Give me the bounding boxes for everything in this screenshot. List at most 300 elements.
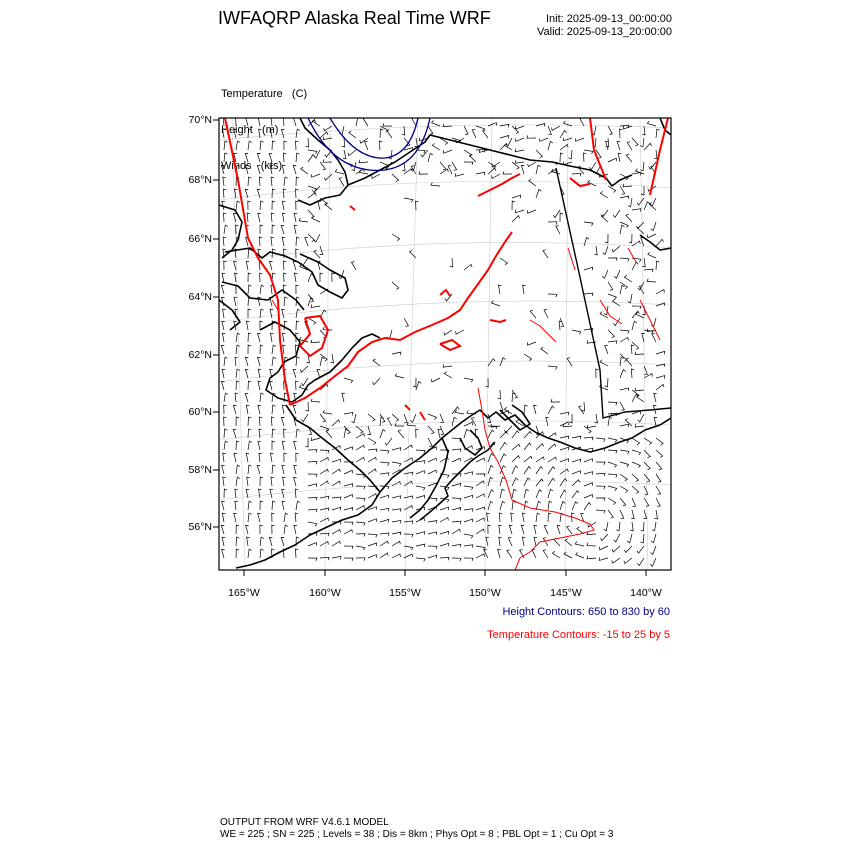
wind-barb: [332, 273, 335, 282]
wind-barb: [529, 179, 536, 186]
wind-barb: [368, 426, 371, 435]
wind-barb: [349, 131, 356, 138]
wind-barb: [300, 366, 308, 372]
wind-barb: [536, 513, 540, 522]
wind-barb: [432, 378, 441, 382]
wind-barb: [544, 310, 548, 319]
wind-barb: [223, 237, 226, 246]
wind-barb: [294, 465, 297, 474]
wind-barb: [344, 495, 353, 499]
wind-barb: [294, 525, 297, 534]
wind-barb: [270, 165, 273, 174]
wind-barb: [499, 525, 502, 534]
wind-barb: [308, 484, 317, 487]
wind-barb: [507, 550, 512, 558]
wind-barb: [260, 393, 264, 402]
wind-barb: [272, 141, 275, 150]
wind-barb: [605, 234, 608, 243]
wind-barb: [311, 305, 320, 308]
wind-barb: [612, 558, 620, 563]
wind-barb: [392, 541, 400, 546]
wind-barb: [323, 160, 332, 163]
wind-barb: [222, 537, 225, 546]
wind-barb: [632, 438, 640, 445]
wind-barb: [258, 213, 261, 222]
wind-barb: [296, 285, 299, 294]
wind-barb: [312, 174, 321, 177]
wind-barb: [282, 237, 285, 246]
wind-barb: [233, 430, 236, 439]
wind-barb: [293, 165, 296, 174]
wind-barb: [257, 165, 260, 174]
wind-barb: [524, 405, 528, 414]
wind-barb: [608, 258, 617, 261]
wind-barb: [499, 537, 502, 546]
wind-barb: [637, 395, 644, 402]
wind-barb: [612, 246, 620, 252]
wind-barb: [508, 538, 512, 547]
valid-time: Valid: 2025-09-13_20:00:00: [537, 26, 672, 38]
wind-barb: [222, 381, 225, 390]
wind-barb: [323, 410, 332, 414]
wind-barb: [476, 554, 484, 558]
wind-barb: [656, 498, 660, 506]
wind-barb: [257, 153, 260, 162]
wind-barb: [452, 521, 461, 524]
wind-barb: [282, 213, 285, 222]
wind-barb: [600, 191, 608, 198]
wind-barb: [320, 458, 328, 462]
wind-barb: [608, 402, 617, 405]
wind-barb: [608, 462, 617, 467]
wind-barb: [272, 201, 275, 210]
wind-barb: [296, 321, 299, 330]
wind-barb: [524, 478, 530, 486]
wind-barb: [656, 462, 662, 470]
wind-barb: [656, 376, 665, 379]
wind-barb: [281, 129, 284, 138]
wind-barb: [620, 402, 624, 410]
wind-barb: [440, 162, 446, 170]
wind-barb: [428, 521, 437, 524]
wind-barb: [320, 450, 329, 453]
wind-barb: [404, 496, 413, 499]
wind-barb: [536, 457, 544, 462]
wind-barb: [515, 210, 524, 213]
wind-barb: [416, 544, 425, 547]
wind-barb: [524, 456, 532, 462]
wind-barb: [320, 132, 328, 138]
wind-barb: [432, 143, 440, 150]
wind-barb: [500, 454, 506, 462]
wind-barb: [342, 138, 345, 147]
wind-barb: [440, 531, 449, 534]
wind-barb: [272, 441, 275, 450]
wind-barb: [638, 414, 644, 422]
wind-barb: [235, 357, 238, 366]
wind-barb: [395, 373, 404, 378]
wind-barb: [404, 445, 412, 450]
wind-barb: [332, 556, 341, 559]
wind-barb: [500, 432, 508, 439]
wind-barb: [359, 160, 368, 163]
wind-barb: [583, 153, 586, 162]
wind-barb: [269, 154, 272, 163]
field-winds: Winds (kts): [221, 160, 283, 172]
wind-barb: [222, 333, 225, 342]
wind-barb: [356, 426, 363, 433]
wind-barb: [476, 474, 485, 477]
wind-barb: [271, 417, 274, 426]
wind-barb: [356, 434, 364, 438]
wind-barb: [608, 486, 617, 491]
wind-barb: [428, 126, 433, 134]
wind-barb: [296, 201, 299, 210]
wind-barb: [332, 459, 341, 462]
wind-barb: [234, 129, 237, 138]
wind-barb: [236, 465, 240, 474]
wind-barb: [575, 541, 584, 546]
wind-barb: [332, 469, 340, 474]
wind-barb: [305, 438, 308, 447]
wind-barb: [524, 489, 529, 498]
wind-barb: [311, 399, 320, 402]
wind-barb: [392, 414, 399, 422]
wind-barb: [301, 167, 308, 174]
wind-barb: [576, 552, 584, 558]
wind-barb: [536, 190, 541, 199]
wind-barb: [294, 225, 297, 234]
wind-barb: [260, 537, 264, 546]
wind-barb: [601, 534, 609, 541]
wind-barb: [650, 558, 656, 566]
wind-barb: [323, 137, 332, 140]
wind-barb: [248, 129, 251, 138]
wind-barb: [476, 494, 484, 498]
wind-barb: [428, 483, 437, 486]
wind-barb: [356, 498, 365, 501]
wind-barb: [272, 345, 276, 354]
wind-barb: [343, 150, 346, 159]
wind-barb: [282, 201, 285, 210]
wind-barb: [444, 372, 452, 378]
wind-barb: [296, 189, 299, 198]
wind-barb: [572, 330, 581, 335]
wind-barb: [284, 453, 287, 462]
wind-barb: [308, 474, 317, 477]
wind-barb: [248, 249, 251, 258]
wind-barb: [223, 189, 226, 198]
wind-barb: [271, 213, 274, 222]
lat-label-68: 68°N: [188, 174, 212, 186]
wind-barb: [629, 234, 632, 243]
wind-barb: [271, 129, 274, 138]
wind-barb: [448, 166, 452, 175]
wind-barb: [608, 294, 616, 300]
wind-barb: [624, 558, 632, 564]
wind-barb: [560, 422, 569, 426]
wind-barb: [373, 359, 380, 366]
wind-barb: [284, 429, 287, 438]
wind-barb: [314, 234, 320, 242]
wind-barb: [450, 258, 453, 267]
wind-barb: [410, 414, 416, 422]
wind-barb: [247, 213, 250, 222]
wind-barb: [308, 509, 317, 512]
wind-barb: [626, 358, 632, 366]
wind-barb: [600, 360, 608, 366]
canada-border: [556, 168, 671, 418]
wind-barb: [464, 162, 473, 165]
wind-barb: [648, 234, 657, 238]
wind-barb: [648, 252, 656, 258]
wind-barb: [260, 525, 263, 534]
wind-barb: [344, 530, 352, 534]
wind-barb: [543, 550, 548, 558]
wind-barb: [569, 414, 572, 423]
wind-barb: [620, 258, 629, 262]
wind-barb: [324, 174, 332, 180]
wind-barb: [320, 518, 328, 522]
wind-barb: [548, 489, 553, 498]
wind-barb: [224, 393, 228, 402]
lat-label-56: 56°N: [188, 521, 212, 533]
wind-barb: [455, 410, 464, 414]
wind-barb: [628, 294, 632, 303]
wind-barb: [444, 330, 452, 335]
wind-barb: [294, 273, 297, 282]
wind-barb: [260, 501, 263, 510]
wind-barb: [512, 489, 517, 498]
wind-barb: [270, 489, 273, 498]
wind-barb: [656, 239, 664, 246]
wind-barb: [488, 525, 491, 534]
wind-barb: [224, 489, 227, 498]
wind-barb: [380, 430, 385, 439]
wind-barb: [565, 539, 572, 546]
wind-barb: [320, 162, 326, 170]
wind-barb: [344, 558, 353, 561]
wind-barb: [380, 129, 383, 138]
wind-barb: [308, 522, 317, 526]
wind-barb: [248, 345, 251, 354]
wind-barb: [332, 497, 341, 500]
wind-barb: [524, 443, 531, 450]
wind-barb: [271, 333, 274, 342]
wind-barb: [491, 424, 500, 427]
wind-barb: [536, 479, 543, 486]
wind-barb: [632, 306, 641, 309]
wind-barb: [236, 537, 239, 546]
wind-barb: [440, 557, 449, 560]
wind-barb: [604, 522, 608, 531]
wind-barb: [635, 352, 644, 355]
graticule: [219, 118, 671, 570]
init-time: Init: 2025-09-13_00:00:00: [546, 13, 672, 25]
wind-barb: [344, 470, 353, 474]
wind-barb: [296, 237, 299, 246]
wind-barb: [320, 414, 326, 422]
wind-barb: [246, 405, 249, 414]
wind-barb: [516, 138, 525, 141]
wind-barb: [246, 453, 249, 462]
plot-frame: [219, 118, 671, 570]
wind-barb: [356, 522, 365, 526]
wind-barb: [416, 471, 425, 474]
wind-barb: [356, 457, 364, 462]
wind-barb: [428, 426, 434, 434]
wind-barb: [332, 481, 340, 486]
wind-barb: [632, 262, 638, 270]
wind-barb: [281, 537, 284, 546]
wind-barb: [416, 382, 421, 391]
wind-barb: [428, 414, 436, 420]
wind-barb: [631, 510, 634, 519]
wind-barb: [548, 126, 551, 135]
wind-barb: [601, 215, 608, 223]
wind-barb: [572, 471, 581, 474]
wind-barb: [342, 393, 345, 402]
wind-barb: [416, 429, 419, 438]
wind-barb: [368, 469, 376, 474]
wind-barb: [464, 545, 473, 548]
wind-barb: [627, 142, 632, 150]
wind-barb: [356, 506, 364, 510]
wind-barb: [308, 186, 317, 191]
wind-barb: [651, 546, 657, 554]
wind-barb: [572, 436, 581, 439]
wind-barb: [656, 261, 659, 270]
wind-barb: [631, 369, 634, 378]
wind-barb: [308, 450, 317, 453]
wind-barb: [404, 414, 407, 423]
wind-barb: [258, 405, 261, 414]
wind-barb: [552, 551, 560, 558]
wind-barb: [356, 445, 364, 450]
wind-barb: [248, 141, 252, 150]
wind-barb: [632, 173, 641, 176]
wind-barb: [476, 529, 484, 534]
wind-barb: [272, 357, 276, 366]
wind-barb: [488, 466, 493, 475]
wind-barb: [608, 450, 617, 453]
wind-barb: [587, 543, 596, 546]
wind-barb: [223, 453, 226, 462]
wind-barb: [245, 165, 248, 174]
wind-barb: [428, 438, 432, 446]
wind-barb: [580, 118, 584, 126]
wind-barb: [642, 126, 645, 135]
wind-barb: [548, 433, 556, 438]
field-height: Height (m): [221, 124, 279, 136]
wind-barb: [308, 318, 316, 325]
wind-barb: [293, 406, 296, 415]
axis-ticks: [213, 120, 646, 576]
wind-barb: [331, 354, 334, 363]
wind-barb: [272, 525, 275, 534]
wind-barb: [498, 549, 501, 558]
wind-barb: [284, 513, 288, 522]
wind-barb: [296, 453, 299, 462]
wind-barb: [301, 378, 308, 386]
wind-barb: [608, 417, 612, 426]
wind-barb: [614, 270, 620, 278]
wind-barb: [548, 294, 557, 297]
height-contours: [308, 118, 430, 170]
wind-barb: [271, 237, 274, 246]
wind-barb: [312, 216, 320, 222]
wind-barb: [596, 369, 599, 378]
wind-barb: [320, 496, 329, 499]
wind-barb: [398, 430, 404, 438]
wind-barb: [248, 513, 252, 522]
wind-barb: [584, 472, 593, 475]
wind-barb: [521, 165, 524, 174]
wind-barb: [392, 554, 400, 558]
wind-barb: [605, 346, 608, 355]
wind-barb: [632, 450, 641, 455]
wind-barb: [224, 417, 227, 426]
wind-barb: [620, 486, 628, 493]
wind-barb: [222, 321, 225, 330]
wind-barb: [407, 422, 416, 426]
wind-barb: [647, 279, 656, 282]
wind-barb: [488, 168, 496, 174]
wind-barb: [320, 557, 329, 560]
wind-barb: [644, 486, 648, 495]
wind-barb: [282, 501, 285, 510]
wind-barb: [620, 225, 624, 234]
wind-barb: [624, 546, 632, 553]
wind-barb: [233, 405, 236, 414]
wind-barb: [320, 273, 323, 282]
wind-barb: [620, 196, 629, 199]
wind-barb: [551, 399, 560, 402]
wind-barb: [373, 378, 381, 385]
wind-barb: [245, 394, 248, 403]
wind-barb: [596, 473, 605, 476]
wind-barb: [283, 261, 286, 270]
wind-barb: [223, 309, 226, 318]
wind-barb: [248, 201, 251, 210]
wind-barb: [332, 507, 341, 510]
wind-barb: [492, 174, 500, 179]
wind-barb: [235, 489, 238, 498]
wind-barb: [270, 309, 273, 318]
wind-barb: [344, 546, 353, 549]
wind-barb: [245, 153, 248, 162]
wind-barb: [428, 458, 437, 462]
wind-barb: [647, 121, 656, 126]
wind-barb: [617, 142, 620, 151]
wind-barb: [630, 522, 633, 531]
wind-barb: [444, 150, 453, 153]
wind-barb: [380, 553, 388, 558]
wind-barb: [260, 225, 263, 234]
wind-barb: [296, 381, 299, 390]
wind-barb: [476, 458, 485, 462]
wind-barb: [632, 462, 640, 468]
wind-barb: [416, 486, 425, 490]
wind-barb: [452, 508, 461, 511]
lat-label-58: 58°N: [188, 464, 212, 476]
wind-barb: [308, 234, 315, 242]
wind-barb: [596, 462, 605, 465]
wind-barb: [352, 262, 357, 270]
wind-barb: [515, 160, 524, 163]
model-config: WE = 225 ; SN = 225 ; Levels = 38 ; Dis = 8km ; Phys Opt = 8 ; PBL Opt = 1 ; Cu Opt = 3: [220, 829, 614, 840]
wind-barb: [626, 214, 632, 222]
